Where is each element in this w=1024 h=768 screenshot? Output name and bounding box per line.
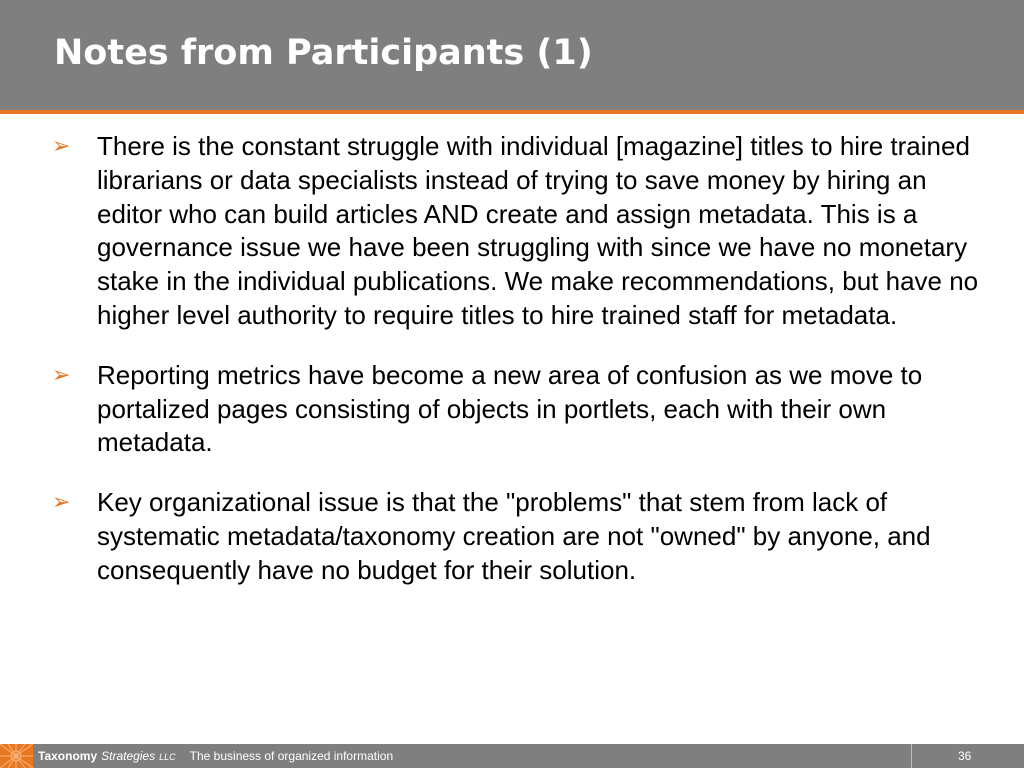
bullet-text: Reporting metrics have become a new area of confusion as we move to portalized pages consisting of objects in portlets, each with their own metadata.: [97, 359, 923, 458]
brand-suffix: LLC: [159, 752, 176, 762]
brand-word-taxonomy: Taxonomy: [38, 749, 98, 763]
orange-starburst-logo-icon: [0, 744, 33, 768]
slide-title: Notes from Participants (1): [54, 33, 593, 73]
list-item: [52, 486, 982, 587]
page-number: 36: [958, 749, 972, 763]
bullet-text: Key organizational issue is that the "problems" that stem from lack of systematic metadata/taxonomy creation are not "owned" by anyone, and consequently have no budget for their solution.: [97, 487, 931, 585]
arrowhead-bullet-icon: ➢: [52, 490, 71, 516]
footer-divider: [911, 744, 912, 768]
title-underline-rule: [0, 110, 1024, 114]
arrowhead-bullet-icon: ➢: [52, 362, 71, 388]
title-bar: [0, 0, 1024, 110]
footer-brand: [38, 749, 393, 763]
footer-bar: [0, 744, 1024, 768]
arrowhead-bullet-icon: ➢: [52, 134, 71, 159]
list-item: [52, 130, 982, 333]
brand-word-strategies: Strategies: [101, 749, 156, 763]
bullet-text: There is the constant struggle with individual [magazine] titles to hire trained librarians or data specialists instead of trying to save money by hiring an editor who can build articles AND create and assign metadata. This is a governance issue we have been struggling with since we have no monetary stake in the individual publications. We make recommendations, but have no higher level authority to require titles to hire trained staff for metadata.: [97, 131, 979, 330]
bullet-list: [52, 130, 982, 614]
list-item: [52, 359, 982, 460]
footer-tagline: The business of organized information: [189, 749, 394, 763]
